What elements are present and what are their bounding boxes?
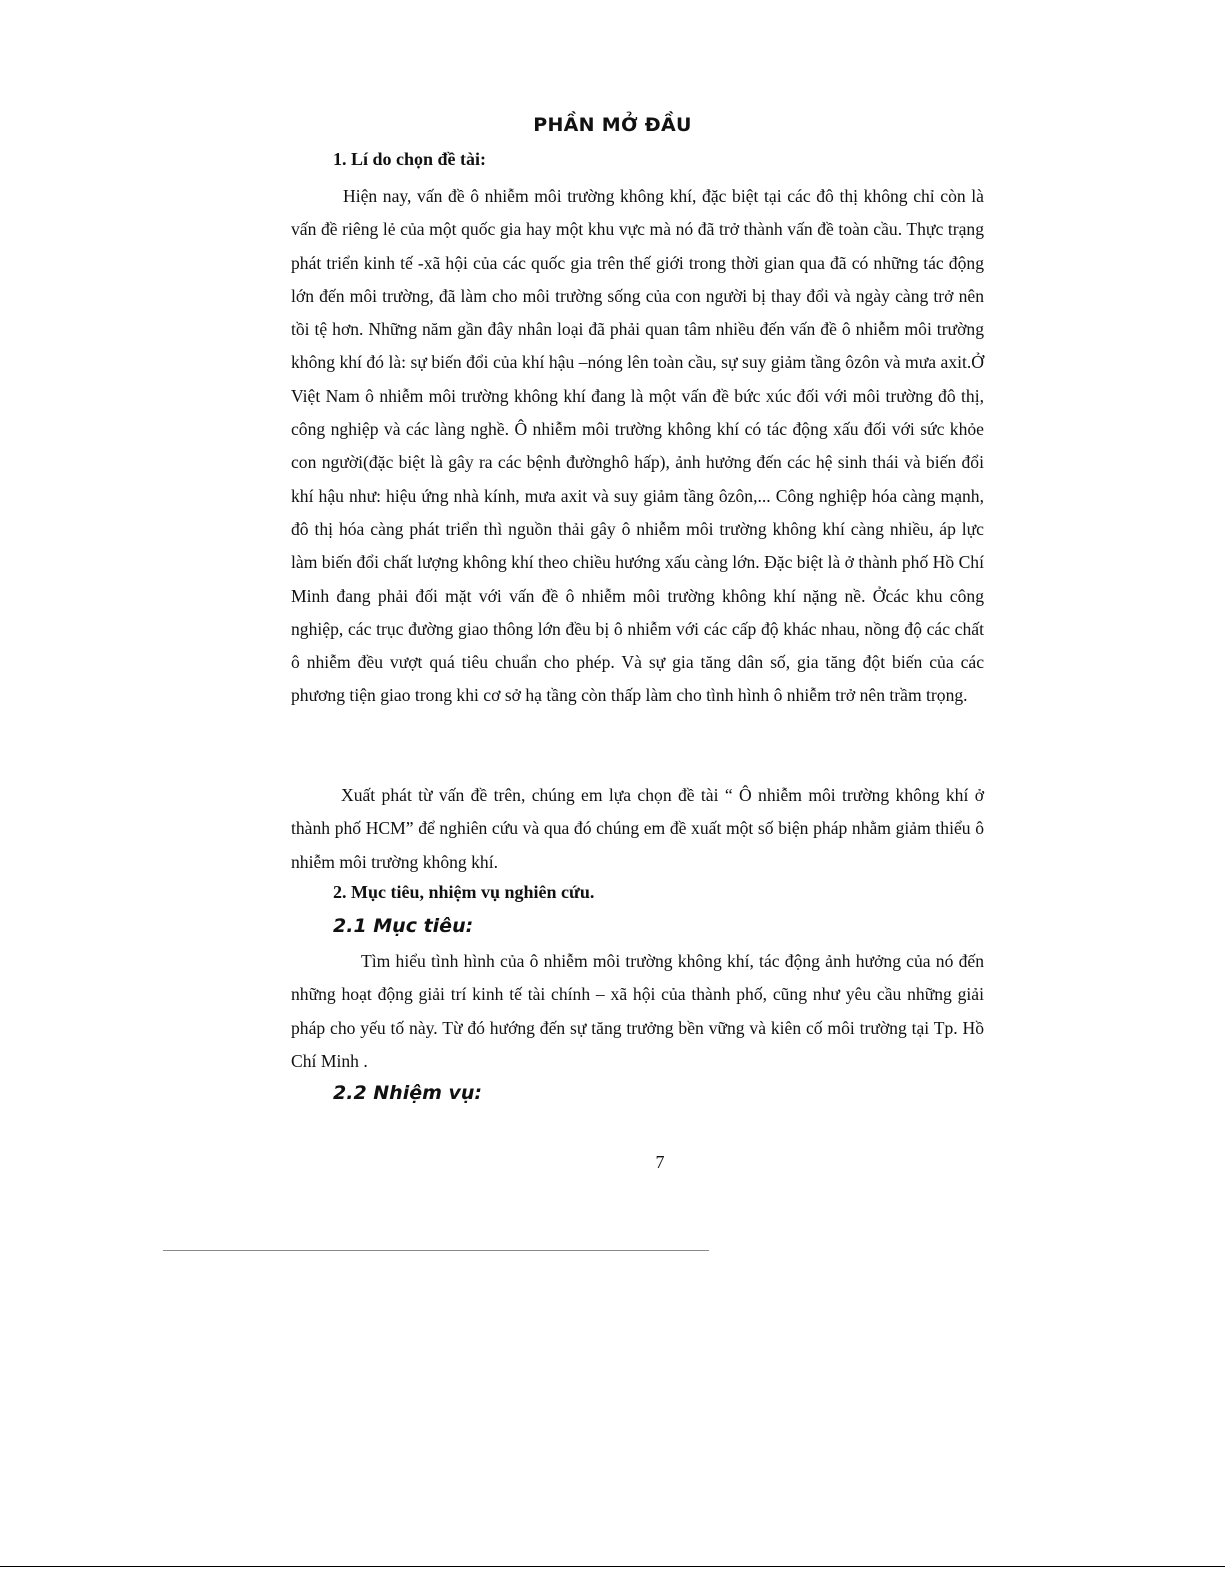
page-bottom-edge	[0, 1566, 1225, 1567]
paragraph-topic-choice: Xuất phát từ vấn đề trên, chúng em lựa chọn đề tài “ Ô nhiễm môi trường không khí ở thành phố HCM” để nghiên cứu và qua đó chúng em đề xuất một số biện pháp nhằm giảm thiểu ô nhiễm môi trường không khí.	[291, 785, 984, 872]
page-title: PHẦN MỞ ĐẦU	[533, 114, 692, 136]
subheading-goal: 2.1 Mục tiêu:	[333, 915, 474, 937]
paragraph-goal: Tìm hiểu tình hình của ô nhiễm môi trường không khí, tác động ảnh hưởng của nó đến những hoạt động giải trí kinh tế tài chính – xã hội của thành phố, cũng như yêu cầu những giải pháp cho yếu tố này. Từ đó hướng đến sự tăng trưởng bền vững và kiên cố môi trường tại Tp. Hồ Chí Minh .	[291, 951, 984, 1071]
section-heading-objectives: 2. Mục tiêu, nhiệm vụ nghiên cứu.	[333, 882, 595, 902]
section-heading-reason: 1. Lí do chọn đề tài:	[333, 149, 487, 169]
paragraph-reason: Hiện nay, vấn đề ô nhiễm môi trường không khí, đặc biệt tại các đô thị không chỉ còn là vấn đề riêng lẻ của một quốc gia hay một khu vực mà nó đã trở thành vấn đề toàn cầu. Thực trạng phát triển kinh tế -xã hội của các quốc gia trên thế giới trong thời gian qua đã có những tác động lớn đến môi trường, đã làm cho môi trường sống của con người bị thay đổi và ngày càng trở nên tồi tệ hơn. Những năm gần đây nhân loại đã phải quan tâm nhiều đến vấn đề ô nhiễm môi trường không khí đó là: sự biến đổi của khí hậu –nóng lên toàn cầu, sự suy giảm tầng ôzôn và mưa axit.Ở Việt Nam ô nhiễm môi trường không khí đang là một vấn đề bức xúc đối với môi trường đô thị, công nghiệp và các làng nghề. Ô nhiễm môi trường không khí có tác động xấu đối với sức khỏe con người(đặc biệt là gây ra các bệnh đườnghô hấp), ảnh hưởng đến các hệ sinh thái và biến đổi khí hậu như: hiệu ứng nhà kính, mưa axit và suy giảm tầng ôzôn,... Công nghiệp hóa càng mạnh, đô thị hóa càng phát triển thì nguồn thải gây ô nhiễm môi trường không khí càng nhiều, áp lực làm biến đổi chất lượng không khí theo chiều hướng xấu càng lớn. Đặc biệt là ở thành phố Hồ Chí Minh đang phải đối mặt với vấn đề ô nhiễm môi trường không khí nặng nề. Ởcác khu công nghiệp, các trục đường giao thông lớn đều bị ô nhiễm với các cấp độ khác nhau, nồng độ các chất ô nhiễm đều vượt quá tiêu chuẩn cho phép. Và sự gia tăng dân số, gia tăng đột biến của các phương tiện giao trong khi cơ sở hạ tầng còn thấp làm cho tình hình ô nhiễm trở nên trầm trọng.	[291, 186, 984, 706]
footer-divider	[163, 1250, 709, 1251]
page-number: 7	[655, 1152, 665, 1172]
subheading-tasks: 2.2 Nhiệm vụ:	[333, 1082, 483, 1104]
